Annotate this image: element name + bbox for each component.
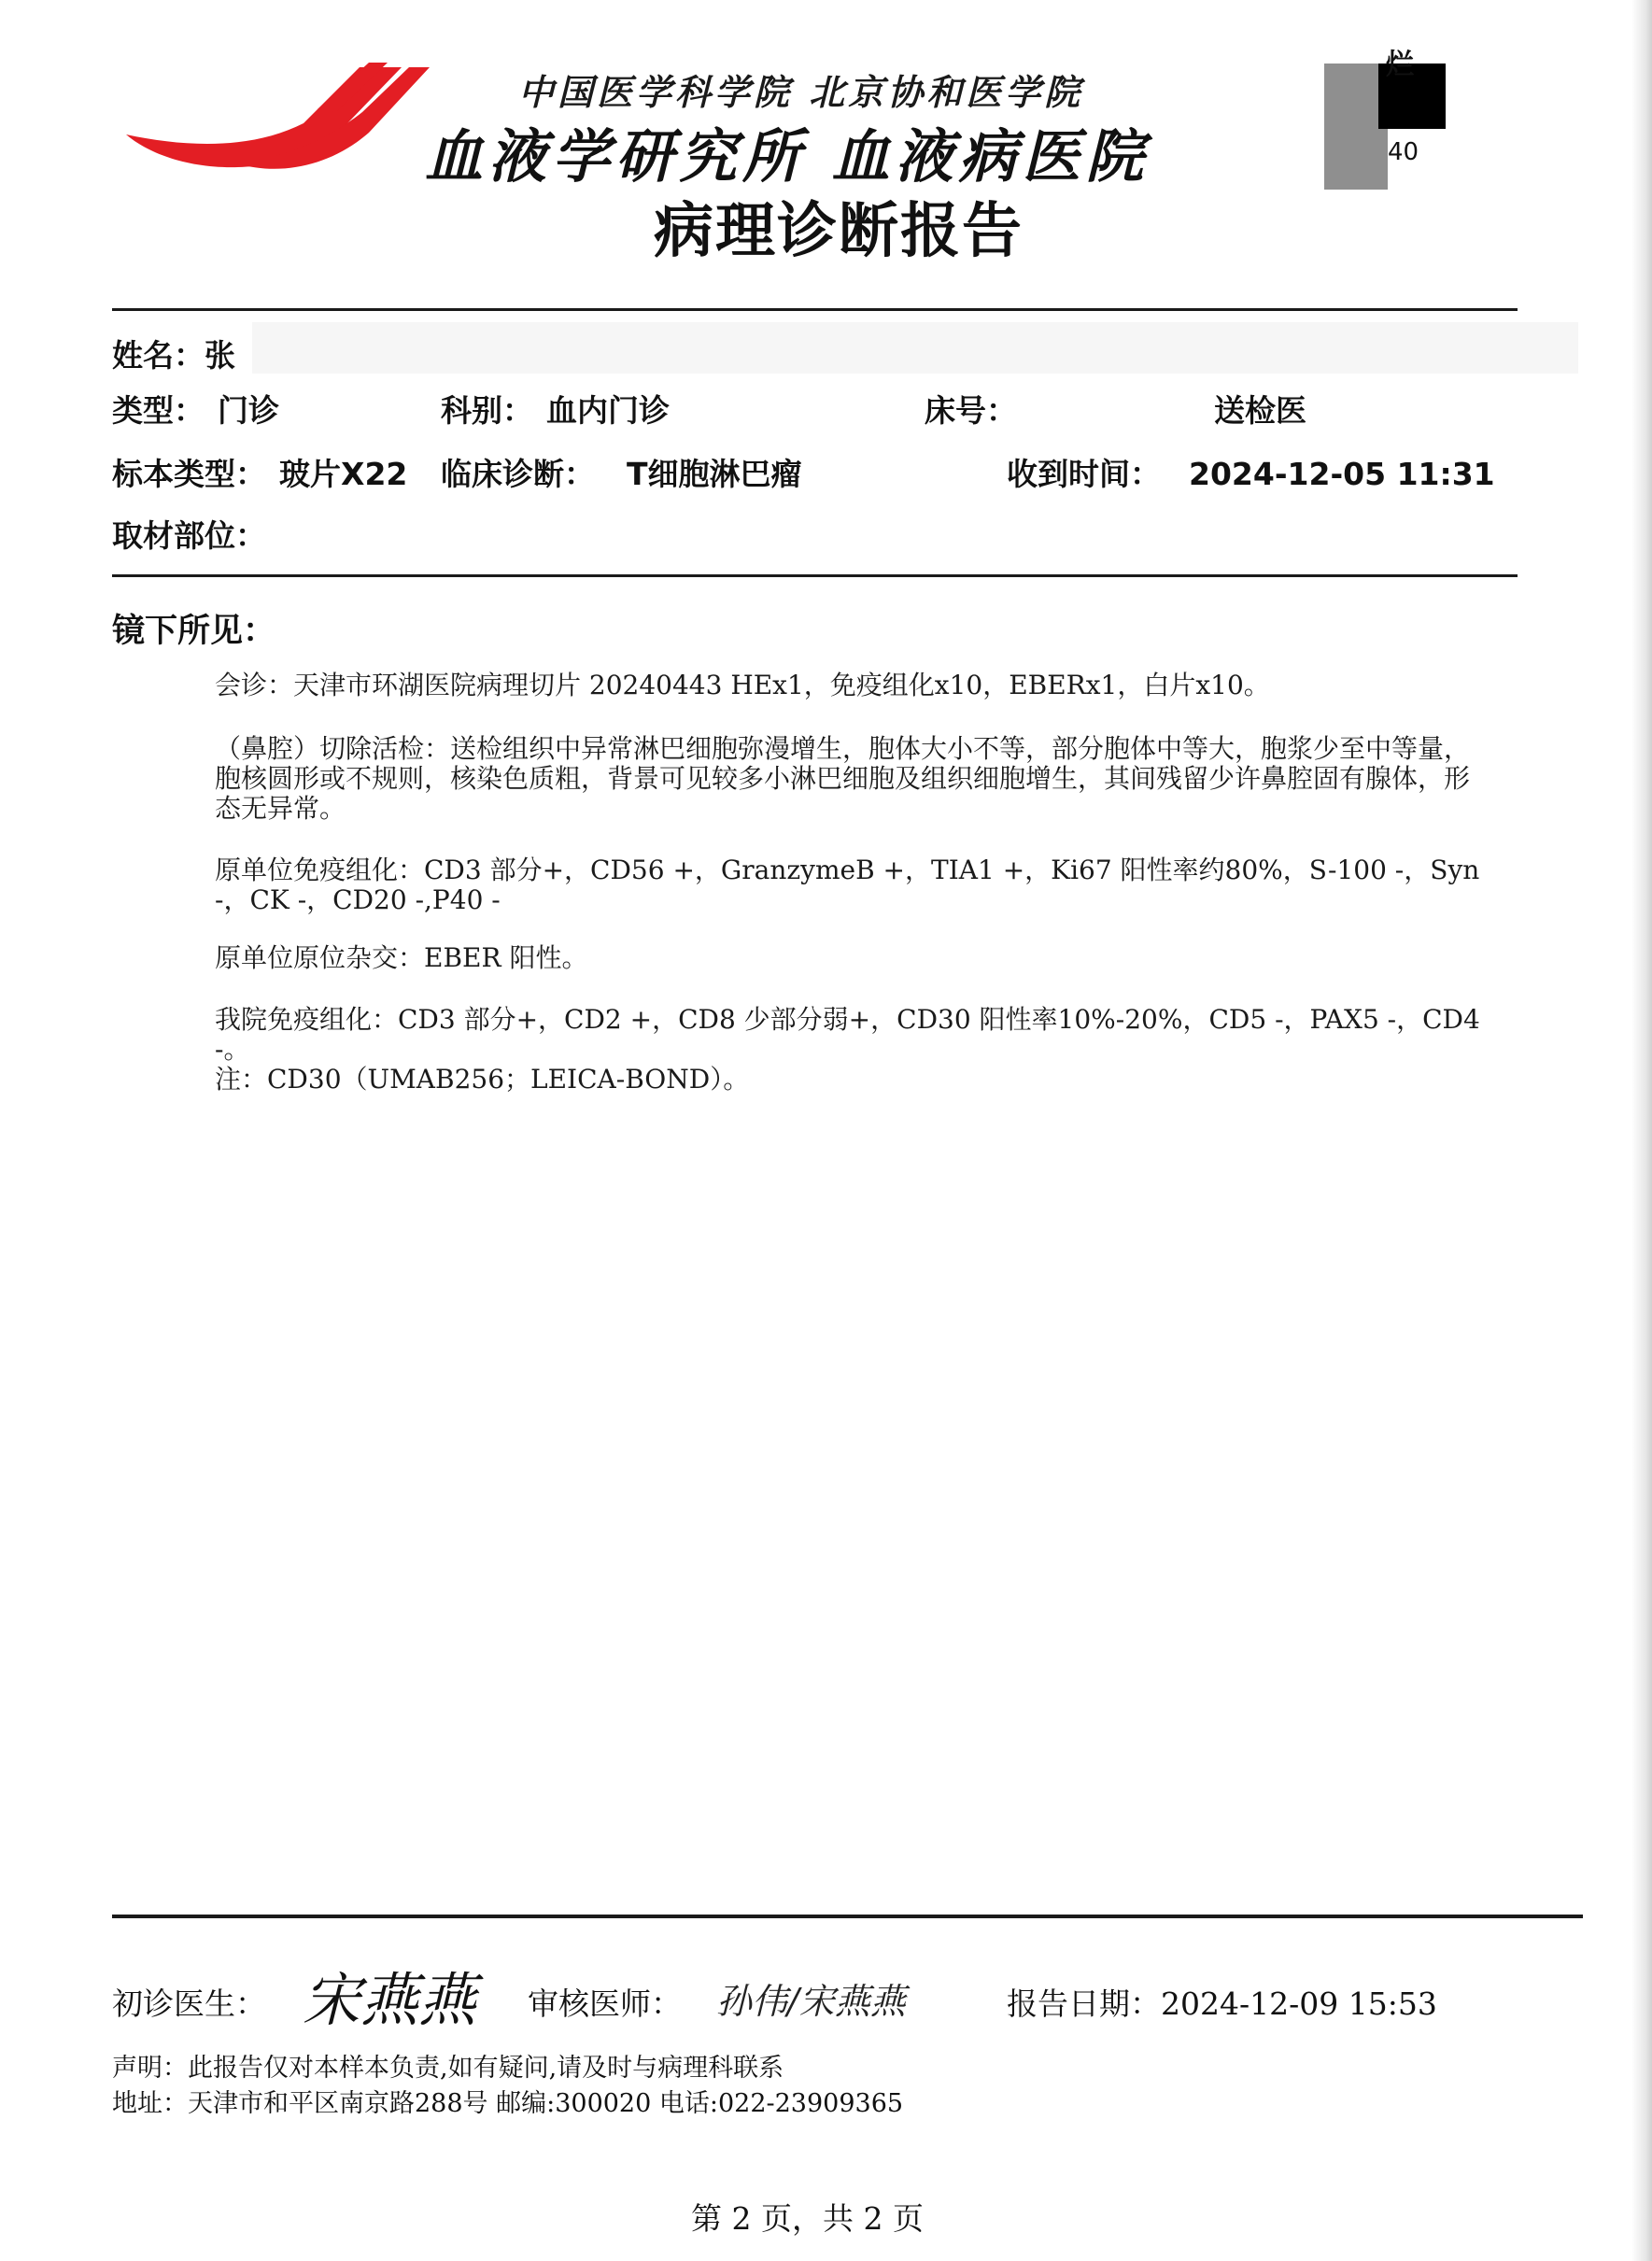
microscopy-paragraph-ish bbox=[215, 943, 1494, 973]
first-doctor-signature bbox=[299, 1957, 495, 2041]
patient-name-label: 姓名： bbox=[112, 337, 205, 374]
sampling-site-field bbox=[112, 512, 279, 556]
svg-text:宋燕燕: 宋燕燕 bbox=[303, 1966, 477, 2034]
microscopy-paragraph-consult bbox=[215, 671, 1494, 700]
report-date-value: 2024-12-09 15:53 bbox=[1161, 1985, 1437, 2022]
visit-type-value: 门诊 bbox=[218, 392, 279, 429]
institution-name-line2: 血液学研究所 血液病医院 bbox=[425, 122, 1150, 191]
footer-rule bbox=[112, 1915, 1583, 1918]
clinical-diagnosis-field bbox=[441, 450, 802, 494]
address-text: 地址：天津市和平区南京路288号 邮编:300020 电话:022-23909365 bbox=[112, 2089, 904, 2118]
paragraph-text: 原单位原位杂交：EBER 阳性。 bbox=[215, 942, 588, 973]
specimen-type-label: 标本类型： bbox=[112, 456, 266, 492]
svg-text:孙伟/宋燕燕: 孙伟/宋燕燕 bbox=[716, 1981, 906, 2022]
reviewer-label: 审核医师： bbox=[528, 1985, 682, 2022]
redaction-strip bbox=[252, 322, 1578, 374]
patient-name-field bbox=[112, 332, 235, 375]
received-time-label: 收到时间： bbox=[1007, 456, 1161, 492]
reviewer-signature bbox=[714, 1961, 929, 2036]
report-date-field bbox=[1007, 1980, 1437, 2024]
bed-number-field bbox=[925, 387, 1030, 431]
bed-number-label: 床号： bbox=[925, 392, 1017, 429]
report-title: 病理诊断报告 bbox=[654, 197, 1024, 266]
department-value: 血内门诊 bbox=[546, 392, 670, 429]
patient-name-value: 张 bbox=[205, 337, 235, 374]
specimen-type-value: 玻片X22 bbox=[279, 456, 408, 492]
microscopy-paragraph-original-ihc bbox=[215, 855, 1494, 915]
patient-info-rule bbox=[112, 574, 1518, 577]
hospital-logo bbox=[121, 58, 430, 189]
page-number: 第 2 页，共 2 页 bbox=[691, 2200, 924, 2237]
first-doctor-label: 初诊医生： bbox=[112, 1985, 266, 2022]
header-rule bbox=[112, 308, 1518, 311]
received-time-value: 2024-12-05 11:31 bbox=[1189, 456, 1495, 492]
disclaimer-text: 声明：此报告仅对本样本负责,如有疑问,请及时与病理科联系 bbox=[112, 2054, 784, 2083]
paragraph-text: （鼻腔）切除活检：送检组织中异常淋巴细胞弥漫增生，胞体大小不等，部分胞体中等大，胞浆少至中等量，胞核圆形或不规则，核染色质粗，背景可见较多小淋巴细胞及组织细胞增生，其间残留少许鼻腔固有腺体，形态无异常。 bbox=[215, 733, 1471, 824]
paragraph-text: 原单位免疫组化：CD3 部分+，CD56 +，GranzymeB +，TIA1 +，Ki67 阳性率约80%，S-100 -，Syn -，CK -，CD20 -,P40 - bbox=[215, 855, 1480, 915]
received-time-field bbox=[1007, 450, 1495, 494]
clinical-diagnosis-label: 临床诊断： bbox=[441, 456, 595, 492]
redacted-barcode bbox=[1324, 49, 1446, 190]
specimen-type-field bbox=[112, 450, 407, 494]
department-field bbox=[441, 387, 670, 431]
paragraph-text: 我院免疫组化：CD3 部分+，CD2 +，CD8 少部分弱+，CD30 阳性率10%-20%，CD5 -，PAX5 -，CD4 -。 bbox=[215, 1004, 1480, 1065]
paragraph-text: 会诊：天津市环湖医院病理切片 20240443 HEx1，免疫组化x10，EBERx1，白片x10。 bbox=[215, 670, 1270, 700]
visit-type-label: 类型： bbox=[112, 392, 205, 429]
institution-name-line1: 中国医学科学院 北京协和医学院 bbox=[518, 71, 1084, 113]
microscopy-heading: 镜下所见： bbox=[112, 613, 276, 650]
microscopy-paragraph-our-ihc bbox=[215, 1005, 1494, 1095]
sampling-site-label: 取材部位： bbox=[112, 517, 266, 554]
barcode-number: 40 bbox=[1388, 138, 1419, 166]
report-date-label: 报告日期： bbox=[1007, 1985, 1161, 2022]
microscopy-paragraph-morphology bbox=[215, 734, 1494, 824]
barcode-mark: 烂 bbox=[1386, 49, 1414, 81]
clinical-diagnosis-value: T细胞淋巴瘤 bbox=[627, 456, 802, 492]
visit-type-field bbox=[112, 387, 279, 431]
page-edge-shadow bbox=[1631, 0, 1652, 2261]
sending-doctor-label: 送检医 bbox=[1214, 392, 1306, 429]
department-label: 科别： bbox=[441, 392, 533, 429]
paragraph-note: 注：CD30（UMAB256；LEICA-BOND）。 bbox=[215, 1064, 750, 1095]
